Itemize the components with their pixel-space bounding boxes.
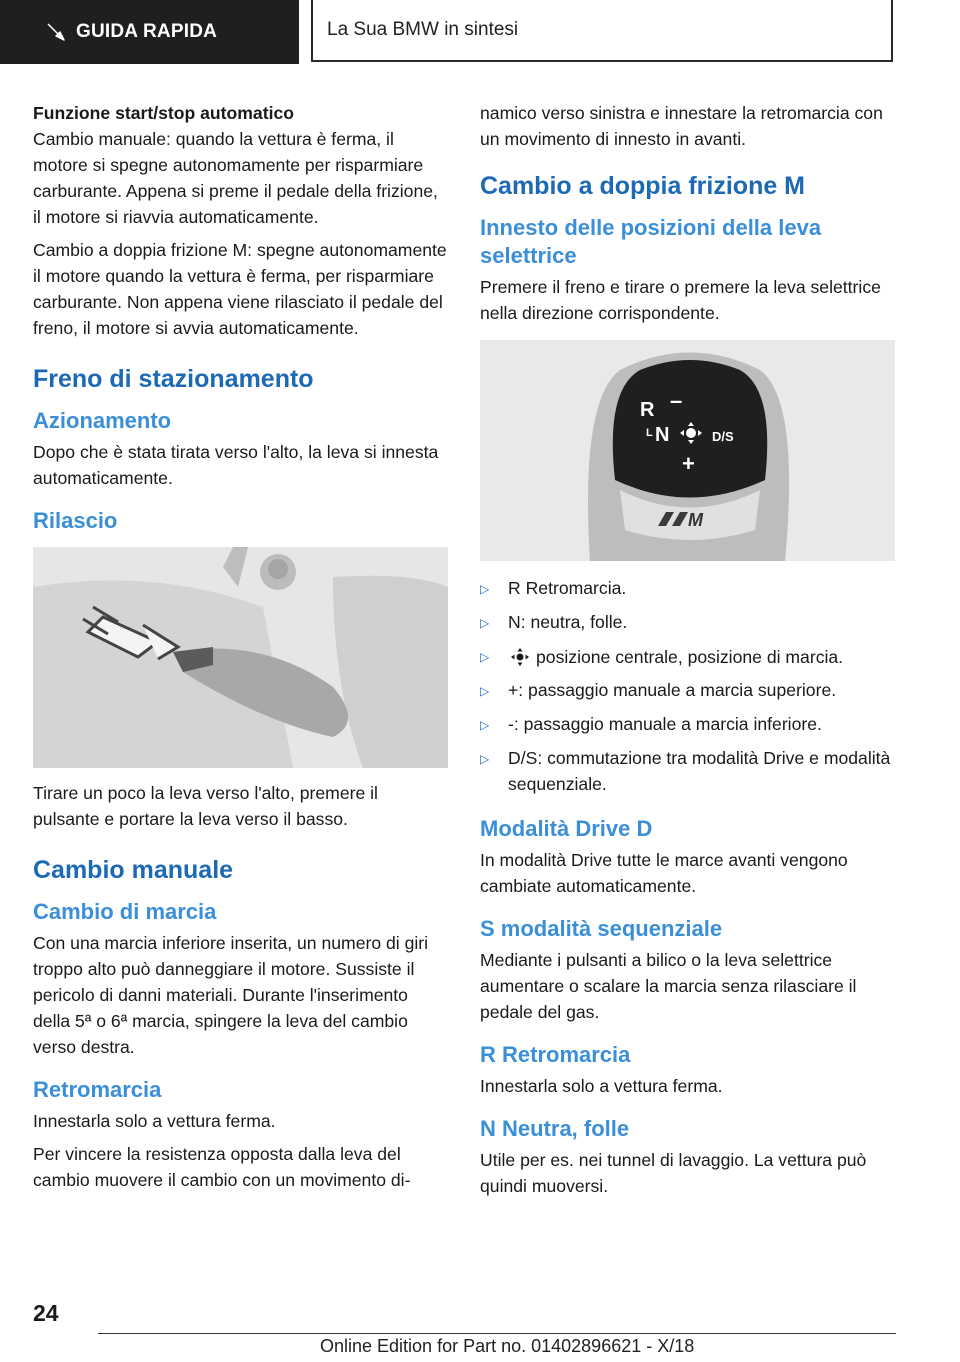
neutral-paragraph: Utile per es. nei tunnel di lavaggio. La vettura può quindi muoversi. <box>480 1150 867 1196</box>
gear-shift-paragraph: Con una marcia inferiore inserita, un numero di giri troppo alto può danneggiare il motore. Sussiste il pericolo di danni materiali. Durante l'inserimento della 5ª o 6ª marcia, spingere la leva del cambio verso destra. <box>33 933 429 1057</box>
reverse-gear-heading: R Retromarcia <box>480 1042 631 1067</box>
knob-label-minus: – <box>670 388 683 413</box>
triangle-bullet-icon: ▷ <box>480 752 490 766</box>
continued-paragraph: namico verso sinistra e innestare la retromarcia con un movimento di innesto in avanti. <box>480 103 883 149</box>
reverse-paragraph-1: Innestarla solo a vettura ferma. <box>33 1111 276 1131</box>
selector-heading: Innesto delle posizioni della leva selettrice <box>480 215 822 268</box>
knob-label-ds: D/S <box>712 429 734 444</box>
footer-divider <box>98 1333 896 1334</box>
dct-heading: Cambio a doppia frizione M <box>480 172 806 200</box>
triangle-bullet-icon: ▷ <box>480 684 490 698</box>
gear-selector-illustration <box>480 340 895 561</box>
quick-guide-label: GUIDA RAPIDA <box>76 21 218 42</box>
selector-positions-list <box>480 575 895 797</box>
center-position-icon <box>508 646 536 668</box>
triangle-bullet-icon: ▷ <box>480 650 490 664</box>
list-item: ▷ D/S: commutazione tra modalità Drive e modalità sequenziale. <box>480 745 895 797</box>
page-number: 24 <box>33 1300 59 1326</box>
section-title: La Sua BMW in sintesi <box>327 19 519 40</box>
sequential-mode-paragraph: Mediante i pulsanti a bilico o la leva selettrice aumentare o scalare la marcia senza rilasciare il pedale del gas. <box>480 950 857 1022</box>
triangle-bullet-icon: ▷ <box>480 582 490 596</box>
actuation-paragraph: Dopo che è stata tirata verso l'alto, la leva si innesta automaticamente. <box>33 442 439 488</box>
neutral-heading: N Neutra, folle <box>480 1116 630 1141</box>
handbrake-illustration <box>33 547 448 768</box>
quick-guide-tab[interactable] <box>0 0 299 64</box>
drive-mode-heading: Modalità Drive D <box>480 816 653 841</box>
drive-mode-paragraph: In modalità Drive tutte le marce avanti vengono cambiate automaticamente. <box>480 850 848 896</box>
actuation-heading: Azionamento <box>33 408 172 433</box>
gear-shift-heading: Cambio di marcia <box>33 899 217 924</box>
manual-gearbox-heading: Cambio manuale <box>33 856 234 884</box>
triangle-bullet-icon: ▷ <box>480 616 490 630</box>
list-item: ▷ -: passaggio manuale a marcia inferiore. <box>480 711 895 738</box>
list-item: ▷ R Retromarcia. <box>480 575 895 602</box>
section-tab[interactable] <box>311 0 893 62</box>
selector-paragraph: Premere il freno e tirare o premere la leva selettrice nella direzione corrispondente. <box>480 277 881 323</box>
reverse-gear-paragraph: Innestarla solo a vettura ferma. <box>480 1076 723 1096</box>
parking-brake-heading: Freno di stazionamento <box>33 365 314 393</box>
right-column <box>480 100 895 1206</box>
svg-text:M: M <box>688 510 703 530</box>
car-shift-icon <box>46 22 66 42</box>
list-item: ▷ +: passaggio manuale a marcia superiore. <box>480 677 895 704</box>
startstop-paragraph-2: Cambio a doppia frizione M: spegne autonomamente il motore quando la vettura è ferma, per risparmiare carburante. Non appena viene rilasciato il pedale del freno, il motore si avvia automaticamente. <box>33 240 447 338</box>
edition-note: Online Edition for Part no. 01402896621 - X/18 <box>320 1336 695 1356</box>
knob-label-l: L <box>646 427 653 439</box>
knob-label-r: R <box>640 399 655 421</box>
list-item: ▷ N: neutra, folle. <box>480 609 895 636</box>
startstop-heading: Funzione start/stop automatico <box>33 103 294 123</box>
list-item: ▷ posizione centrale, posizione di marcia. <box>480 643 895 670</box>
release-paragraph: Tirare un poco la leva verso l'alto, premere il pulsante e portare la leva verso il basso. <box>33 783 378 829</box>
release-heading: Rilascio <box>33 508 118 533</box>
reverse-paragraph-2: Per vincere la resistenza opposta dalla leva del cambio muovere il cambio con un movimento di- <box>33 1144 411 1190</box>
knob-label-plus: + <box>682 451 695 476</box>
startstop-paragraph-1: Cambio manuale: quando la vettura è ferma, il motore si spegne autonomamente per risparmiare carburante. Appena si preme il pedale della frizione, il motore si riavvia automaticamente. <box>33 129 438 227</box>
reverse-heading: Retromarcia <box>33 1077 162 1102</box>
left-column <box>33 100 448 1200</box>
knob-label-n: N <box>655 424 670 446</box>
triangle-bullet-icon: ▷ <box>480 718 490 732</box>
sequential-mode-heading: S modalità sequenziale <box>480 916 723 941</box>
